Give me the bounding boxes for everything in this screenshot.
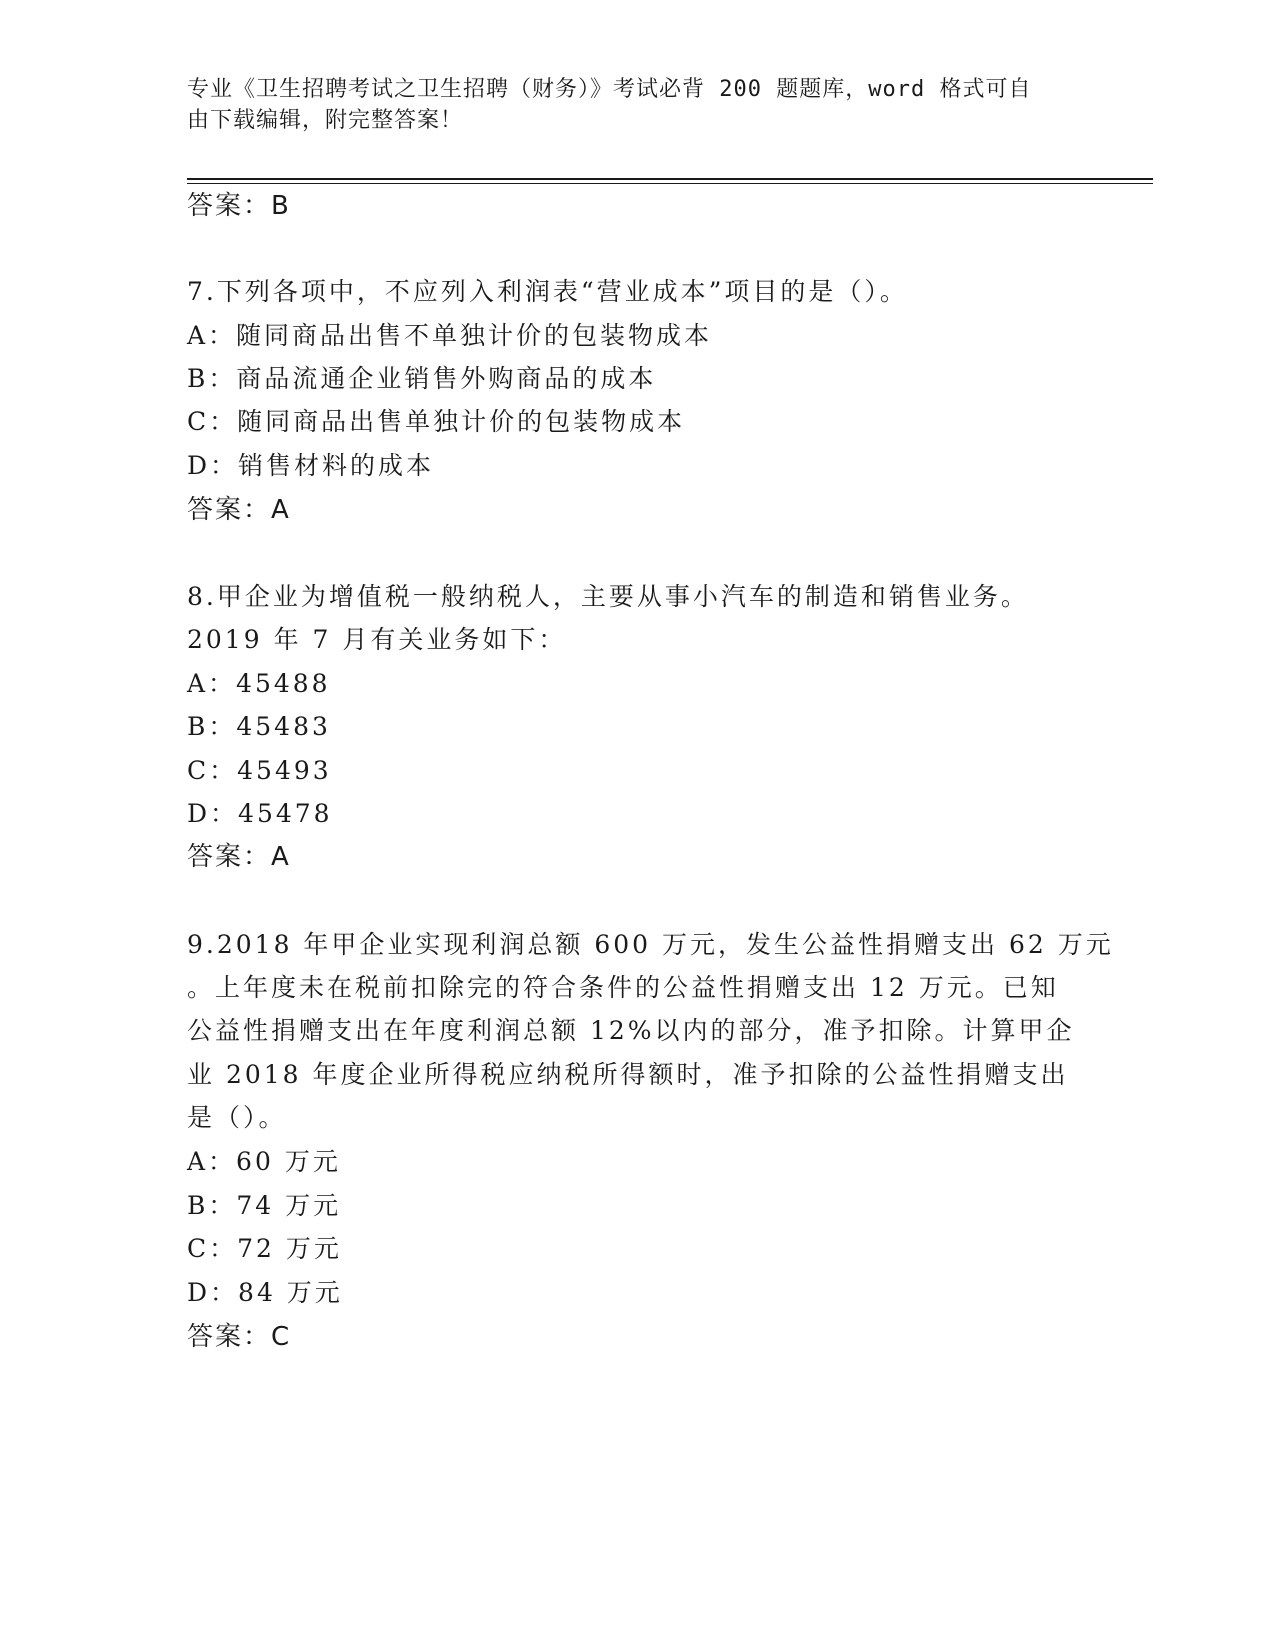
question-9-stem-line-3: 公益性捐赠支出在年度利润总额 12%以内的部分，准予扣除。计算甲企 [187, 1016, 1075, 1045]
question-9-option-a: A：60 万元 [187, 1147, 341, 1176]
header-divider-thin [187, 183, 1153, 184]
question-8-option-d: D：45478 [187, 799, 333, 828]
question-9-answer: 答案：C [187, 1322, 292, 1352]
question-7-stem: 7.下列各项中，不应列入利润表“营业成本”项目的是（）。 [187, 277, 908, 306]
question-8-stem-line-1: 8.甲企业为增值税一般纳税人，主要从事小汽车的制造和销售业务。 [187, 582, 1029, 611]
question-7-option-c: C：随同商品出售单独计价的包装物成本 [187, 407, 686, 436]
header-divider-thick [187, 178, 1153, 180]
question-7-option-a: A：随同商品出售不单独计价的包装物成本 [187, 321, 713, 350]
header-line-1: 专业《卫生招聘考试之卫生招聘（财务）》考试必背 200 题题库，word 格式可自 [187, 77, 1032, 102]
question-9-stem-line-5: 是（）。 [187, 1103, 287, 1132]
question-9-stem-line-1: 9.2018 年甲企业实现利润总额 600 万元，发生公益性捐赠支出 62 万元 [187, 930, 1114, 959]
question-7-answer: 答案：A [187, 495, 291, 525]
question-8-answer: 答案：A [187, 842, 291, 872]
question-8-option-c: C：45493 [187, 756, 332, 785]
question-9-stem-line-4: 业 2018 年度企业所得税应纳税所得额时，准予扣除的公益性捐赠支出 [187, 1060, 1069, 1089]
question-7-option-b: B：商品流通企业销售外购商品的成本 [187, 364, 657, 393]
document-header [187, 74, 1067, 136]
question-8-option-a: A：45488 [187, 669, 331, 698]
previous-answer: 答案：B [187, 191, 291, 221]
question-9-stem-line-2: 。上年度未在税前扣除完的符合条件的公益性捐赠支出 12 万元。已知 [187, 973, 1059, 1002]
question-9-option-b: B：74 万元 [187, 1191, 342, 1220]
question-8-option-b: B：45483 [187, 712, 331, 741]
question-9-option-d: D：84 万元 [187, 1278, 343, 1307]
question-8-stem-line-2: 2019 年 7 月有关业务如下： [187, 625, 567, 654]
header-line-2: 由下载编辑，附完整答案！ [187, 108, 464, 133]
question-7-option-d: D：销售材料的成本 [187, 451, 435, 480]
question-9-option-c: C：72 万元 [187, 1234, 342, 1263]
